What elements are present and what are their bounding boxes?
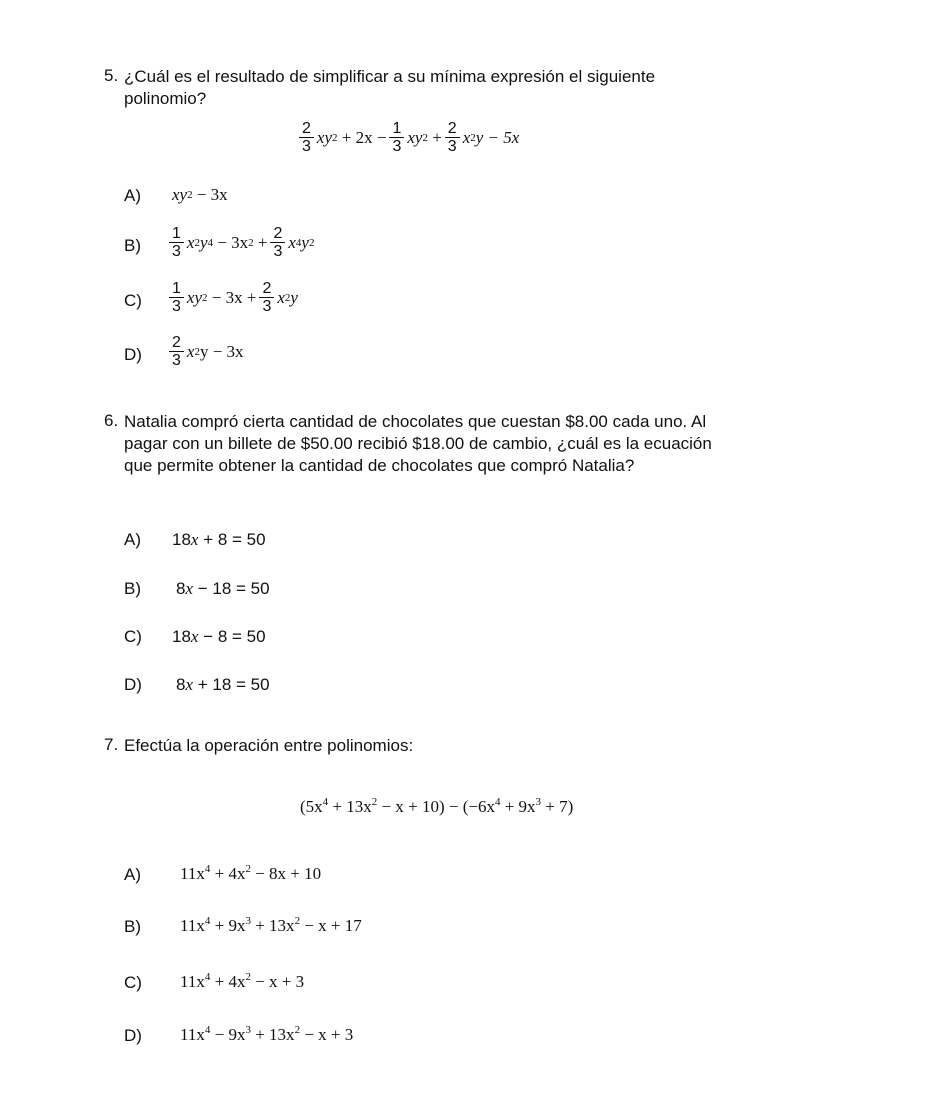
option-letter[interactable]: D)	[124, 1026, 142, 1045]
question-text: Efectúa la operación entre polinomios:	[124, 736, 414, 755]
option-d-equation: 8x + 18 = 50	[176, 675, 270, 694]
option-c-equation: 18x − 8 = 50	[172, 627, 266, 646]
option-a-expression: xy 2 − 3x	[172, 185, 228, 204]
option-letter[interactable]: A)	[124, 186, 141, 205]
fraction: $\frac{2}{3}$	[445, 120, 460, 155]
question-text-line: ¿Cuál es el resultado de simplificar a su mínima expresión el siguiente	[124, 67, 656, 86]
option-b-expression: $11x^4 + 9x^3 + 13x^2 - x + 17$	[180, 915, 362, 935]
option-c-expression: $11x^4 + 4x^2 - x + 3$	[180, 971, 305, 991]
option-letter[interactable]: C)	[124, 973, 142, 992]
option-c-expression: $\frac{1}{3}$ xy 2 − 3x + $\frac{2}{3}$ x 2 y	[166, 280, 298, 315]
option-letter[interactable]: B)	[124, 236, 141, 255]
option-letter[interactable]: A)	[124, 530, 141, 549]
question-text-line: pagar con un billete de $50.00 recibió $18.00 de cambio, ¿cuál es la ecuación	[124, 434, 712, 453]
option-b-expression: $\frac{1}{3}$ x 2 y 4 − 3x 2 + $\frac{2}{3}$ x 4 y 2	[166, 225, 314, 260]
question-text-line: polinomio?	[124, 89, 207, 108]
question-text-line: Natalia compró cierta cantidad de chocolates que cuestan $8.00 cada uno. Al	[124, 412, 707, 431]
option-a-equation: 18x + 8 = 50	[172, 530, 266, 549]
option-letter[interactable]: B)	[124, 579, 141, 598]
question-number: 5.	[104, 66, 119, 85]
option-b-equation: 8x − 18 = 50	[176, 579, 270, 598]
option-letter[interactable]: A)	[124, 865, 141, 884]
option-letter[interactable]: B)	[124, 917, 141, 936]
polynomial-operation: $(5x^4 + 13x^2 - x + 10) - (-6x^4 + 9x^3 + 7)$	[300, 796, 574, 816]
question-text-line: que permite obtener la cantidad de chocolates que compró Natalia?	[124, 456, 635, 475]
option-d-expression: $11x^4 - 9x^3 + 13x^2 - x + 3$	[180, 1024, 354, 1044]
option-d-expression: $\frac{2}{3}$ x 2 y − 3x	[166, 334, 244, 369]
option-letter[interactable]: C)	[124, 291, 142, 310]
option-letter[interactable]: C)	[124, 627, 142, 646]
option-letter[interactable]: D)	[124, 675, 142, 694]
polynomial-expression: $\frac{2}{3}$ xy 2 + 2x − $\frac{1}{3}$ xy 2 + $\frac{2}{3}$ x 2 y − 5x	[296, 120, 519, 155]
option-a-expression: $11x^4 + 4x^2 - 8x + 10$	[180, 863, 322, 883]
fraction: $\frac{1}{3}$	[389, 120, 404, 155]
fraction: $\frac{2}{3}$	[299, 120, 314, 155]
option-letter[interactable]: D)	[124, 345, 142, 364]
question-number: 7.	[104, 735, 119, 754]
question-number: 6.	[104, 411, 119, 430]
